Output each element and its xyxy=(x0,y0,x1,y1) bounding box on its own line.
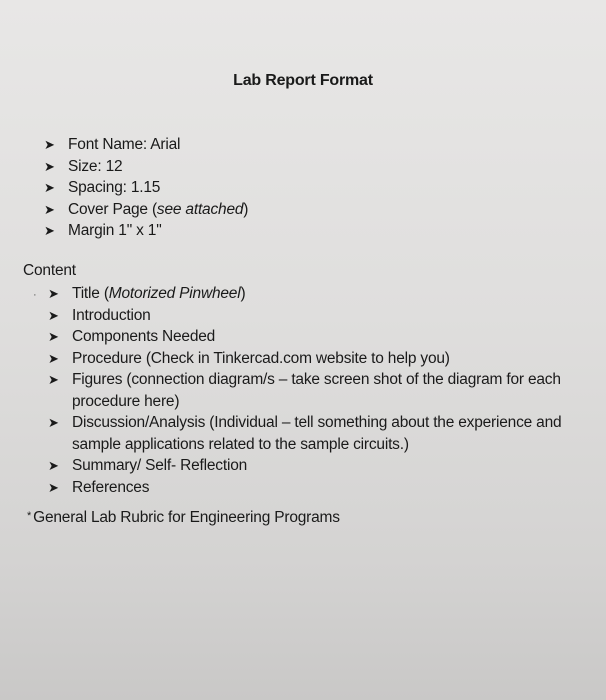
content-heading: Content xyxy=(23,262,76,279)
list-item-text: Components Needed xyxy=(72,328,216,345)
list-item xyxy=(44,134,248,156)
stray-dot: · xyxy=(33,289,37,301)
list-item-text: Cover Page ( xyxy=(68,200,157,218)
list-item xyxy=(48,283,588,305)
arrow-bullet-icon: ➤ xyxy=(48,286,59,301)
list-item xyxy=(48,348,588,370)
list-item xyxy=(48,305,588,327)
arrow-bullet-icon: ➤ xyxy=(48,458,59,473)
footnote xyxy=(27,509,340,527)
content-list xyxy=(48,283,588,498)
list-item xyxy=(48,412,588,455)
list-item xyxy=(44,177,248,199)
arrow-bullet-icon: ➤ xyxy=(48,329,59,344)
page-title: Lab Report Format xyxy=(233,72,373,89)
arrow-bullet-icon: ➤ xyxy=(44,201,55,217)
list-item xyxy=(44,220,248,242)
list-item-text: Font Name: Arial xyxy=(68,136,181,153)
list-item xyxy=(44,156,248,178)
list-item xyxy=(48,326,588,348)
arrow-bullet-icon: ➤ xyxy=(44,137,55,152)
arrow-bullet-icon: ➤ xyxy=(48,350,59,366)
arrow-bullet-icon: ➤ xyxy=(48,415,59,430)
list-item-italic: see attached xyxy=(156,200,244,218)
arrow-bullet-icon: ➤ xyxy=(48,479,59,495)
list-item-text: References xyxy=(72,478,150,496)
list-item xyxy=(44,199,248,221)
list-item-text: Introduction xyxy=(72,306,151,324)
list-item-text: Margin 1" x 1" xyxy=(68,222,162,239)
list-item-text: Size: 12 xyxy=(68,157,123,175)
arrow-bullet-icon: ➤ xyxy=(48,307,59,323)
list-item-text: Summary/ Self- Reflection xyxy=(72,457,248,474)
arrow-bullet-icon: ➤ xyxy=(44,180,55,195)
arrow-bullet-icon: ➤ xyxy=(48,372,59,387)
list-item xyxy=(48,455,588,477)
arrow-bullet-icon: ➤ xyxy=(44,223,55,238)
list-item-text: Procedure (Check in Tinkercad.com website to help you) xyxy=(72,349,450,367)
list-item xyxy=(48,369,588,412)
list-item-suffix: ) xyxy=(243,200,249,218)
list-item-text: Title ( xyxy=(72,285,109,302)
arrow-bullet-icon: ➤ xyxy=(44,158,55,174)
format-list xyxy=(44,134,248,242)
list-item-text: Discussion/Analysis (Individual – tell something about the experience and sample applications related to the sample circuits.) xyxy=(72,414,562,453)
list-item xyxy=(48,477,588,499)
list-item-text: Figures (connection diagram/s – take screen shot of the diagram for each procedure here) xyxy=(72,371,561,410)
footnote-text: General Lab Rubric for Engineering Programs xyxy=(33,509,340,526)
list-item-text: Spacing: 1.15 xyxy=(68,179,161,196)
asterisk-mark: * xyxy=(27,510,32,522)
list-item-italic: Motorized Pinwheel xyxy=(108,285,241,302)
list-item-suffix: ) xyxy=(240,285,246,302)
